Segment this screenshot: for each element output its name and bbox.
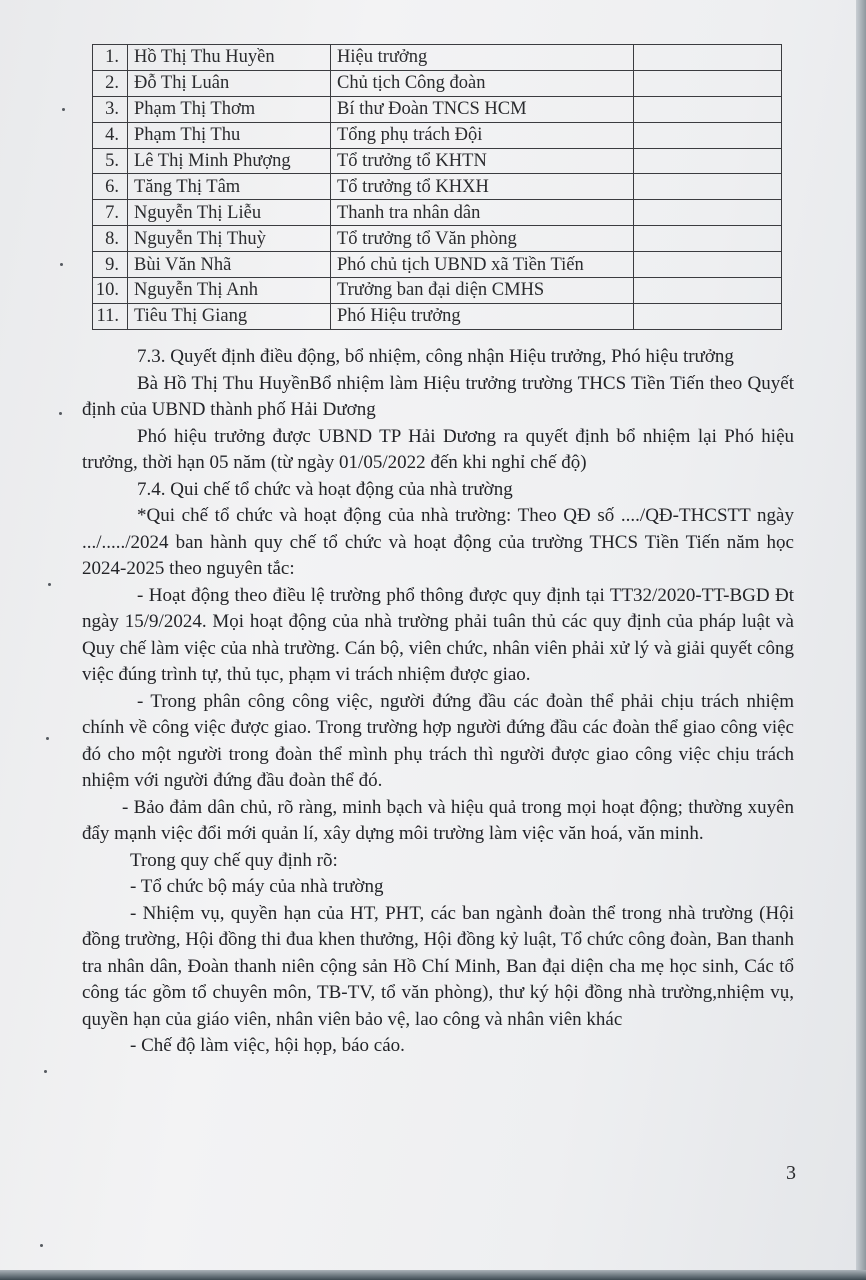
principle-item-1: - Hoạt động theo điều lệ trường phổ thông được quy định tại TT32/2020-TT-BGD Đt ngày 15/9/2024. Mọi hoạt động của nhà trường phải tuân thủ các quy định của pháp luật và Quy chế làm việc của nhà trường. Cán bộ, viên chức, nhân viên phải xử lý và giải quyết công việc đúng trình tự, thủ tục, phạm vi trách nhiệm được giao. <box>82 584 794 685</box>
member-name-cell: Tăng Thị Tâm <box>128 174 331 200</box>
row-number-cell: 1. <box>93 45 128 71</box>
margin-mark <box>59 412 62 415</box>
row-number-cell: 7. <box>93 200 128 226</box>
member-name-cell: Tiêu Thị Giang <box>128 303 331 329</box>
member-role-cell: Phó Hiệu trưởng <box>331 303 634 329</box>
member-name-cell: Phạm Thị Thơm <box>128 96 331 122</box>
table-row <box>93 252 782 278</box>
empty-cell <box>634 252 782 278</box>
margin-mark <box>48 583 51 586</box>
empty-cell <box>634 96 782 122</box>
margin-mark <box>46 737 49 740</box>
member-name-cell: Phạm Thị Thu <box>128 122 331 148</box>
margin-mark <box>44 1070 47 1073</box>
regulation-item-1: - Tổ chức bộ máy của nhà trường <box>130 876 384 897</box>
section-heading-7-4: 7.4. Qui chế tổ chức và hoạt động của nhà trường <box>137 478 513 500</box>
member-name-cell: Hồ Thị Thu Huyền <box>128 45 331 71</box>
section-heading-7-3: 7.3. Quyết định điều động, bổ nhiệm, công nhận Hiệu trưởng, Phó hiệu trưởng <box>137 346 734 367</box>
member-name-cell: Bùi Văn Nhã <box>128 252 331 278</box>
page-bottom-shadow <box>0 1270 866 1280</box>
member-name-cell: Nguyễn Thị Anh <box>128 278 331 304</box>
row-number-cell: 10. <box>93 278 128 304</box>
page-edge-shadow <box>856 0 866 1280</box>
table-row <box>93 226 782 252</box>
empty-cell <box>634 303 782 329</box>
regulation-intro-paragraph: *Qui chế tổ chức và hoạt động của nhà trường: Theo QĐ số ..../QĐ-THCSTT ngày .../...../2024 ban hành quy chế tổ chức và hoạt động của trường THCS Tiền Tiến năm học 2024-2025 theo nguyên tắc: <box>82 505 794 579</box>
table-row <box>93 70 782 96</box>
member-role-cell: Chủ tịch Công đoàn <box>331 70 634 96</box>
principle-item-3: - Bảo đảm dân chủ, rõ ràng, minh bạch và hiệu quả trong mọi hoạt động; thường xuyên đẩy mạnh việc đổi mới quản lí, xây dựng môi trường làm việc văn hoá, văn minh. <box>82 796 794 844</box>
empty-cell <box>634 226 782 252</box>
staff-table-body <box>93 45 782 330</box>
member-role-cell: Tổ trưởng tổ KHTN <box>331 148 634 174</box>
empty-cell <box>634 70 782 96</box>
principle-item-2: - Trong phân công công việc, người đứng đầu các đoàn thể phải chịu trách nhiệm chính về công việc được giao. Trong trường hợp người đứng đầu các đoàn thể giao công việc đó cho một người trong đoàn thể mình phụ trách thì người được giao công việc chịu trách nhiệm với người đứng đầu đoàn thể đó. <box>82 690 794 791</box>
empty-cell <box>634 148 782 174</box>
row-number-cell: 11. <box>93 303 128 329</box>
row-number-cell: 8. <box>93 226 128 252</box>
margin-mark <box>60 263 63 266</box>
member-role-cell: Phó chủ tịch UBND xã Tiền Tiến <box>331 252 634 278</box>
row-number-cell: 2. <box>93 70 128 96</box>
member-role-cell: Bí thư Đoàn TNCS HCM <box>331 96 634 122</box>
page-number: 3 <box>786 1162 796 1184</box>
member-role-cell: Trưởng ban đại diện CMHS <box>331 278 634 304</box>
regulation-contents-heading: Trong quy chế quy định rõ: <box>130 849 338 871</box>
member-role-cell: Tổ trưởng tổ Văn phòng <box>331 226 634 252</box>
table-row <box>93 303 782 329</box>
empty-cell <box>634 174 782 200</box>
member-role-cell: Hiệu trưởng <box>331 45 634 71</box>
table-row <box>93 278 782 304</box>
staff-table <box>92 44 782 330</box>
principal-appointment-paragraph: Bà Hồ Thị Thu HuyềnBổ nhiệm làm Hiệu trưởng trường THCS Tiền Tiến theo Quyết định của UBND thành phố Hải Dương <box>82 372 794 420</box>
row-number-cell: 9. <box>93 252 128 278</box>
member-role-cell: Tổ trưởng tổ KHXH <box>331 174 634 200</box>
table-row <box>93 148 782 174</box>
table-row <box>93 45 782 71</box>
member-name-cell: Đỗ Thị Luân <box>128 70 331 96</box>
empty-cell <box>634 200 782 226</box>
row-number-cell: 4. <box>93 122 128 148</box>
regulation-item-3: - Chế độ làm việc, hội họp, báo cáo. <box>130 1035 405 1056</box>
row-number-cell: 5. <box>93 148 128 174</box>
row-number-cell: 6. <box>93 174 128 200</box>
margin-mark <box>62 108 65 111</box>
row-number-cell: 3. <box>93 96 128 122</box>
member-role-cell: Thanh tra nhân dân <box>331 200 634 226</box>
regulation-item-2: - Nhiệm vụ, quyền hạn của HT, PHT, các ban ngành đoàn thể trong nhà trường (Hội đồng trường, Hội đồng thi đua khen thưởng, Hội đồng kỷ luật, Tổ chức công đoàn, Ban thanh tra nhân dân, Đoàn thanh niên cộng sản Hồ Chí Minh, Ban đại diện cha mẹ học sinh, Các tổ công tác gồm tổ chuyên môn, TB-TV, tổ văn phòng), thư ký hội đồng nhà trường,nhiệm vụ, quyền hạn của giáo viên, nhân viên bảo vệ, lao công và nhân viên khác <box>82 902 794 1030</box>
member-name-cell: Nguyễn Thị Thuỳ <box>128 226 331 252</box>
member-role-cell: Tổng phụ trách Đội <box>331 122 634 148</box>
vice-principal-appointment-paragraph: Phó hiệu trưởng được UBND TP Hải Dương ra quyết định bổ nhiệm lại Phó hiệu trưởng, thời hạn 05 năm (từ ngày 01/05/2022 đến khi nghỉ chế độ) <box>82 425 794 473</box>
table-row <box>93 174 782 200</box>
empty-cell <box>634 278 782 304</box>
empty-cell <box>634 45 782 71</box>
member-name-cell: Nguyễn Thị Liễu <box>128 200 331 226</box>
margin-mark <box>40 1244 43 1247</box>
table-row <box>93 200 782 226</box>
document-body <box>82 344 794 1060</box>
empty-cell <box>634 122 782 148</box>
table-row <box>93 96 782 122</box>
table-row <box>93 122 782 148</box>
member-name-cell: Lê Thị Minh Phượng <box>128 148 331 174</box>
